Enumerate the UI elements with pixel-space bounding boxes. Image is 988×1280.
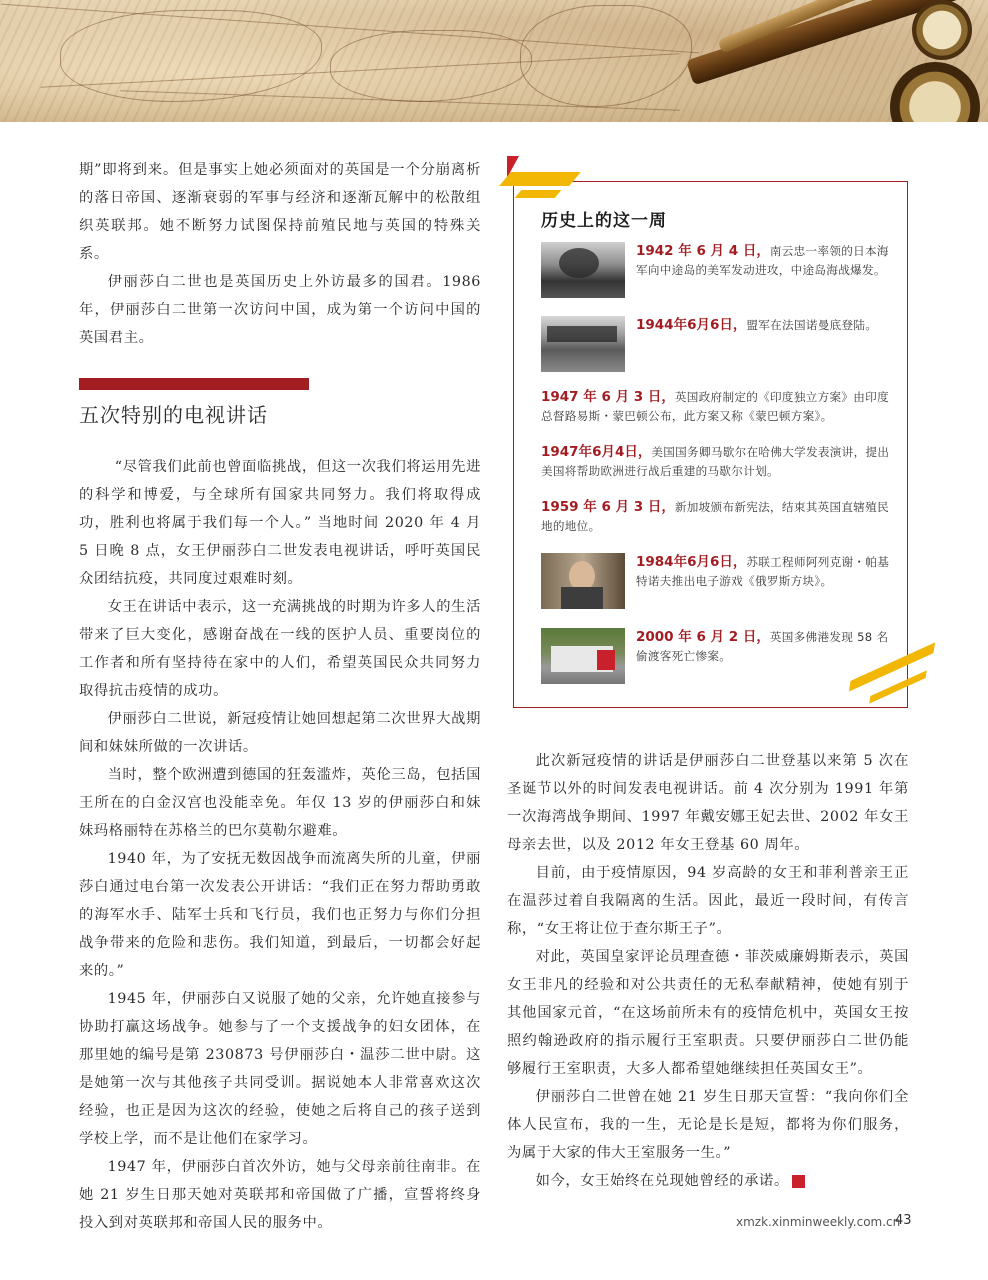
event-text: 新加坡颁布新宪法，结束其英国直辖殖民地的地位。 — [541, 500, 889, 533]
history-box-title: 历史上的这一周 — [541, 211, 667, 231]
paragraph: 伊丽莎白二世也是英国历史上外访最多的国君。1986 年，伊丽莎白二世第一次访问中国，成为第一个访问中国的英国君主。 — [79, 274, 481, 346]
paragraph: 期”即将到来。但是事实上她必须面对的英国是一个分崩离析的落日帝国、逐渐衰弱的军事与经济和逐渐瓦解中的松散组织英联邦。她不断努力试图保持前殖民地与英国的特殊关系。 — [79, 162, 481, 262]
event-date: 1947年6月4日， — [541, 444, 652, 460]
photo-battle-of-midway — [541, 242, 625, 298]
section-title: 五次特别的电视讲话 — [79, 403, 268, 427]
paragraph: “尽管我们此前也曾面临挑战，但这一次我们将运用先进的科学和博爱，与全球所有国家共同努力。我们将取得成功，胜利也将属于我们每一个人。” 当地时间 2020 年 4 月 5 日晚 8 点，女王伊丽莎白二世发表电视讲话，呼吁英国民众团结抗疫，共同度过艰难时刻。 — [79, 459, 481, 587]
left-main-text — [79, 453, 481, 1237]
history-event-1947-india — [541, 388, 893, 426]
history-event-1942 — [636, 242, 892, 280]
paragraph: 当时，整个欧洲遭到德国的狂轰滥炸，英伦三岛，包括国王所在的白金汉宫也没能幸免。年仅 13 岁的伊丽莎白和妹妹玛格丽特在苏格兰的巴尔莫勒尔避难。 — [79, 767, 481, 839]
paragraph: 伊丽莎白二世曾在她 21 岁生日那天宣誓：“我向你们全体人民宣布，我的一生，无论是长是短，都将为你们服务，为属于大家的伟大王室服务一生。” — [507, 1089, 909, 1161]
event-text: 美国国务卿马歇尔在哈佛大学发表演讲，提出美国将帮助欧洲进行战后重建的马歇尔计划。 — [541, 445, 890, 478]
paragraph: 目前，由于疫情原因，94 岁高龄的女王和菲利普亲王正在温莎过着自我隔离的生活。因此，最近一段时间，有传言称，“女王将让位于查尔斯王子”。 — [507, 865, 909, 937]
photo-tetris-creator — [541, 553, 625, 609]
event-date: 1984年6月6日， — [636, 554, 747, 570]
event-text: 英国多佛港发现 58 名偷渡客死亡惨案。 — [636, 630, 889, 663]
history-event-1944 — [636, 316, 892, 335]
history-event-1984 — [636, 553, 892, 591]
paragraph: 女王在讲话中表示，这一充满挑战的时期为许多人的生活带来了巨大变化，感谢奋战在一线的医护人员、重要岗位的工作者和所有坚持待在家中的人们，希望英国民众共同努力取得抗击疫情的成功。 — [79, 599, 481, 699]
paragraph: 伊丽莎白二世说，新冠疫情让她回想起第二次世界大战期间和妹妹所做的一次讲话。 — [79, 711, 481, 755]
photo-dover-truck — [541, 628, 625, 684]
decorative-stripe-top-yellow-2 — [515, 190, 562, 198]
paragraph: 此次新冠疫情的讲话是伊丽莎白二世登基以来第 5 次在圣诞节以外的时间发表电视讲话。前 4 次分别为 1991 年第一次海湾战争期间、1997 年戴安娜王妃去世、2002 年女王母亲去世，以及 2012 年女王登基 60 周年。 — [507, 753, 909, 853]
paragraph: 1947 年，伊丽莎白首次外访，她与父母亲前往南非。在她 21 岁生日那天她对英联邦和帝国做了广播，宣誓将终身投入到对英联邦和帝国人民的服务中。 — [79, 1159, 481, 1231]
footer-url: xmzk.xinminweekly.com.cn — [736, 1215, 901, 1229]
paragraph: 1945 年，伊丽莎白又说服了她的父亲，允许她直接参与协助打赢这场战争。她参与了一个支援战争的妇女团体，在那里她的编号是第 230873 号伊丽莎白・温莎二世中尉。这是她第一次与其他孩子共同受训。据说她本人非常喜欢这次经验，也正是因为这次的经验，使她之后将自己的孩子送到学校上学，而不是让他们在家学习。 — [79, 991, 481, 1147]
event-date: 1944年6月6日， — [636, 317, 747, 333]
event-date: 1942 年 6 月 4 日， — [636, 243, 770, 259]
closing-sentence: 如今，女王始终在兑现她曾经的承诺。 — [535, 1173, 789, 1189]
right-main-text — [507, 747, 909, 1195]
event-date: 1947 年 6 月 3 日， — [541, 389, 675, 405]
photo-normandy-landing — [541, 316, 625, 372]
event-text: 苏联工程师阿列克谢・帕基特诺夫推出电子游戏《俄罗斯方块》。 — [636, 555, 890, 588]
event-date: 1959 年 6 月 3 日， — [541, 499, 675, 515]
history-event-1959 — [541, 498, 893, 536]
header-banner-image — [0, 0, 988, 122]
history-event-1947-marshall — [541, 443, 893, 481]
left-top-text — [79, 156, 481, 352]
event-text: 盟军在法国诺曼底登陆。 — [746, 318, 878, 332]
paragraph: 对此，英国皇家评论员理查德・菲茨威廉姆斯表示，英国女王非凡的经验和对公共责任的无私奉献精神，使她有别于其他国家元首，“在这场前所未有的疫情危机中，英国女王按照约翰逊政府的指示履行王室职责。只要伊丽莎白二世仍能够履行王室职责，大多人都希望她继续担任英国女王”。 — [507, 949, 909, 1077]
event-date: 2000 年 6 月 2 日， — [636, 629, 770, 645]
paragraph: 1940 年，为了安抚无数因战争而流离失所的儿童，伊丽莎白通过电台第一次发表公开讲话：“我们正在努力帮助勇敢的海军水手、陆军士兵和飞行员，我们也正努力与你们分担战争带来的危险和悲伤。我们知道，到最后，一切都会好起来的。” — [79, 851, 481, 979]
event-text: 南云忠一率领的日本海军向中途岛的美军发动进攻，中途岛海战爆发。 — [636, 244, 889, 277]
decorative-stripe-top-yellow — [499, 172, 581, 186]
section-divider-bar — [79, 378, 309, 390]
paragraph — [507, 1167, 909, 1195]
end-mark-logo: 民 — [792, 1175, 805, 1188]
event-text: 英国政府制定的《印度独立方案》由印度总督路易斯・蒙巴顿公布，此方案又称《蒙巴顿方案》。 — [541, 390, 889, 423]
page-number: 43 — [895, 1213, 912, 1228]
history-event-2000 — [636, 628, 892, 666]
